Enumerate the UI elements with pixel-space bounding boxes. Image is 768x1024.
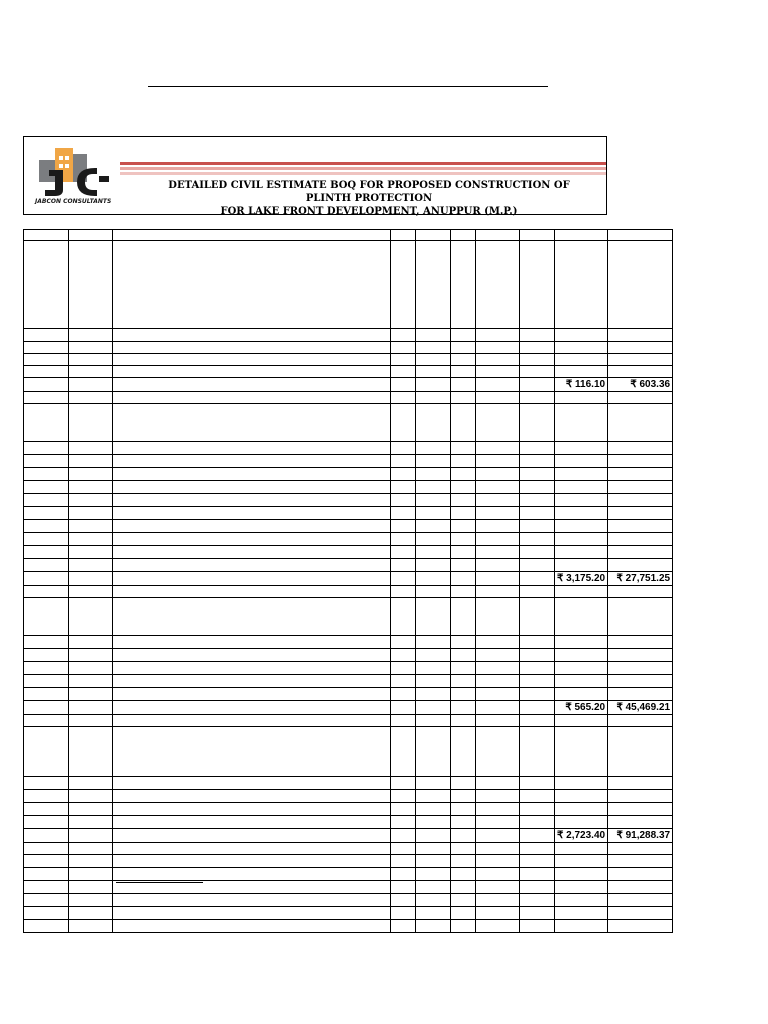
- table-row: [24, 520, 673, 533]
- title-line-2: FOR LAKE FRONT DEVELOPMENT, ANUPPUR (M.P.): [220, 206, 518, 217]
- table-row: [24, 675, 673, 688]
- amount-cell: ₹ 45,469.21: [608, 701, 673, 715]
- table-row: [24, 559, 673, 572]
- table-row: [24, 455, 673, 468]
- table-row: [24, 816, 673, 829]
- table-row: [24, 662, 673, 675]
- table-row: [24, 777, 673, 790]
- table-row: [24, 442, 673, 455]
- rate-cell: ₹ 116.10: [555, 378, 608, 392]
- table-row: [24, 342, 673, 354]
- table-row: [24, 354, 673, 366]
- table-row: [24, 843, 673, 855]
- table-row: [24, 546, 673, 559]
- table-row: [24, 533, 673, 546]
- table-row: [24, 790, 673, 803]
- letterhead-stripes: [120, 162, 606, 176]
- table-row: [24, 468, 673, 481]
- amount-cell: ₹ 603.36: [608, 378, 673, 392]
- amount-cell: ₹ 27,751.25: [608, 572, 673, 586]
- subtotal-row: [24, 572, 673, 586]
- table-row: [24, 366, 673, 378]
- company-name: JABCON CONSULTANTS: [35, 198, 112, 204]
- table-row: [24, 894, 673, 907]
- rate-cell: ₹ 565.20: [555, 701, 608, 715]
- table-row: [24, 855, 673, 868]
- table-row: [24, 494, 673, 507]
- table-row: [24, 727, 673, 777]
- document-title: [144, 179, 594, 218]
- table-row: [24, 688, 673, 701]
- table-row: [24, 803, 673, 816]
- table-row: [24, 481, 673, 494]
- subtotal-row: [24, 378, 673, 392]
- top-rule: [148, 86, 548, 87]
- table-row: [24, 715, 673, 727]
- table-row: [24, 241, 673, 329]
- boq-table: [23, 229, 673, 933]
- underline-mark: [116, 882, 203, 883]
- table-row: [24, 586, 673, 598]
- rate-cell: ₹ 3,175.20: [555, 572, 608, 586]
- table-row: [24, 907, 673, 920]
- amount-cell: ₹ 91,288.37: [608, 829, 673, 843]
- table-row: [24, 230, 673, 241]
- table-row: [24, 649, 673, 662]
- table-row: [24, 329, 673, 342]
- rate-cell: ₹ 2,723.40: [555, 829, 608, 843]
- table-row: [24, 868, 673, 881]
- table-row: [24, 392, 673, 404]
- title-line-1: DETAILED CIVIL ESTIMATE BOQ FOR PROPOSED CONSTRUCTION OF PLINTH PROTECTION: [168, 180, 570, 204]
- table-row: [24, 598, 673, 636]
- table-row: [24, 920, 673, 933]
- letterhead: [23, 136, 607, 215]
- table-row: [24, 636, 673, 649]
- table-row: [24, 507, 673, 520]
- table-row: [24, 404, 673, 442]
- subtotal-row: [24, 701, 673, 715]
- subtotal-row: [24, 829, 673, 843]
